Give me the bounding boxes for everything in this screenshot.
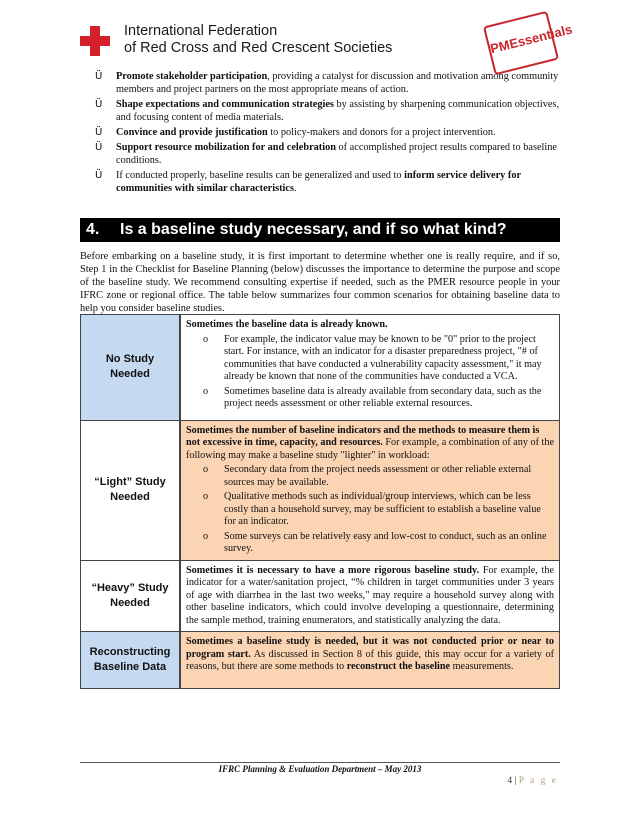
org-name-line2: of Red Cross and Red Crescent Societies xyxy=(124,40,393,56)
pmessentials-stamp-logo: PMEssentials xyxy=(483,11,559,75)
page-header xyxy=(80,21,574,62)
footer-text: IFRC Planning & Evaluation Department – May 2013 xyxy=(218,764,422,774)
row-text: For example, the indicator for a water/sanitation project, “% children in target communities under 3 years of age with diarrhea in the last two weeks," may require a household survey along with other baseline indicators, which could involve developing a questionnaire, determining the sample method, training enumerators, and statistically analyzing the data. xyxy=(186,564,554,626)
row-body xyxy=(181,632,560,688)
org-name xyxy=(124,23,392,57)
row-label xyxy=(80,561,181,632)
check-bullet-icon: Ü xyxy=(95,99,103,110)
row-label xyxy=(80,315,181,420)
sub-item-text: Sometimes baseline data is already available from secondary data, such as the project needs assessment or other reliable external resources. xyxy=(224,385,542,409)
row-body xyxy=(181,421,560,560)
list-item xyxy=(95,70,565,96)
red-cross-logo xyxy=(80,26,110,56)
row-label-text: Reconstructing Baseline Data xyxy=(89,645,171,673)
row-label xyxy=(80,421,181,560)
list-item xyxy=(95,169,565,195)
sub-item-text: For example, the indicator value may be known to be "0" prior to the project start. For instance, with an indicator for a disaster preparedness project, "# of communities that have conducted a vulnerability capacity assessment," it may already be known that none of the communities have conducted a VCA. xyxy=(224,333,542,382)
sub-item: o Qualitative methods such as individual/group interviews, which can be less costly than a household survey, may be sufficient to establish a baseline value for an indicator. xyxy=(203,491,541,527)
sub-item: o Secondary data from the project needs assessment or other reliable external sources may be available. xyxy=(203,464,532,488)
row-heading: Sometimes the number of baseline indicators and the methods to measure them is not excessive in time, capacity, and resources. xyxy=(186,424,540,448)
list-item xyxy=(95,141,565,167)
bullet-text: to policy-makers and donors for a project intervention. xyxy=(267,127,496,138)
row-label-text: No Study Needed xyxy=(105,353,155,381)
table-row xyxy=(80,561,560,633)
check-bullet-icon: Ü xyxy=(95,71,103,82)
footer-divider xyxy=(80,762,560,763)
bullet-text: of accomplished project results compared to baseline conditions. xyxy=(116,142,557,166)
row-heading: Sometimes it is necessary to have a more rigorous baseline study. xyxy=(186,564,480,576)
bullet-text: by assisting by sharpening communication objectives, and focusing content of media materials. xyxy=(116,99,560,123)
check-bullet-icon: Ü xyxy=(95,127,103,138)
row-text: As discussed in Section 8 of this guide, this may occur for a variety of reasons, but there are some methods to xyxy=(186,648,554,672)
bullet-bold: inform service delivery for communities with similar characteristics xyxy=(116,170,521,194)
bullet-text: . xyxy=(293,183,297,194)
row-bold-text: reconstruct the baseline xyxy=(346,661,451,672)
table-row xyxy=(80,315,560,421)
bullet-bold: Convince and provide justification xyxy=(116,127,268,138)
intro-paragraph: Before embarking on a baseline study, it is first important to determine whether one is really require, and if so, Step 1 in the Checklist for Baseline Planning (below) discusses the importance to determine the purpose and scope of the baseline study. We recommend consulting expertise if needed, such as the PMER resource people in your IFRC zone or regional office. The table below summarizes four common scenarios for obtaining baseline data to help you consider baseline studies. xyxy=(80,251,560,314)
list-item xyxy=(95,98,565,124)
section-title: Is a baseline study necessary, and if so what kind? xyxy=(120,221,507,238)
table-row xyxy=(80,632,560,689)
sub-item-text: Some surveys can be relatively easy and low-cost to conduct, such as an online survey. xyxy=(224,530,547,554)
row-heading: Sometimes the baseline data is already known. xyxy=(186,319,388,330)
bullet-text: If conducted properly, baseline results can be generalized and used to xyxy=(116,170,405,181)
scenario-table xyxy=(80,314,560,689)
row-text: For example, a combination of any of the following may make a baseline study "lighter" in workload: xyxy=(186,437,555,461)
page-number-value: 4 xyxy=(507,776,513,786)
check-bullet-icon: Ü xyxy=(95,170,103,181)
sub-item-text: Qualitative methods such as individual/group interviews, which can be less costly than a household survey, may be sufficient to establish a baseline value for an indicator. xyxy=(224,491,541,527)
table-row xyxy=(80,421,560,561)
row-label xyxy=(80,632,181,688)
row-body xyxy=(181,561,560,632)
list-item xyxy=(95,126,565,139)
org-name-line1: International Federation xyxy=(124,23,278,39)
row-heading: Sometimes a baseline study is needed, but it was not conducted prior or near to program start. xyxy=(186,636,554,660)
row-label-text: “Light” Study Needed xyxy=(94,476,166,503)
sub-item: o For example, the indicator value may be known to be "0" prior to the project start. For instance, with an indicator for a disaster preparedness project, "# of communities that have conducted a vulnerability capacity assessment," it may already be known that none of the communities have conducted a VCA. xyxy=(203,333,542,382)
page-number xyxy=(507,776,558,786)
page-label: P a g e xyxy=(518,776,558,786)
bullet-bold: Support resource mobilization for and celebration xyxy=(116,142,336,153)
benefits-bullet-list xyxy=(95,70,565,197)
sub-item: o Sometimes baseline data is already available from secondary data, such as the project needs assessment or other reliable external resources. xyxy=(203,385,542,409)
bullet-bold: Promote stakeholder participation xyxy=(116,71,268,82)
section-number: 4. xyxy=(86,221,100,238)
row-text: measurements. xyxy=(450,661,514,672)
bullet-text: , providing a catalyst for discussion and motivation among community members and project partners on the most appropriate means of action. xyxy=(116,71,559,95)
section-heading xyxy=(80,218,560,242)
check-bullet-icon: Ü xyxy=(95,142,103,153)
sub-item: o Some surveys can be relatively easy and low-cost to conduct, such as an online survey. xyxy=(203,530,547,554)
sub-item-text: Secondary data from the project needs assessment or other reliable external sources may be available. xyxy=(224,464,532,488)
page-separator: | xyxy=(512,776,519,786)
row-body xyxy=(181,315,560,420)
bullet-bold: Shape expectations and communication strategies xyxy=(116,99,334,110)
row-label-text: “Heavy” Study Needed xyxy=(91,581,169,609)
